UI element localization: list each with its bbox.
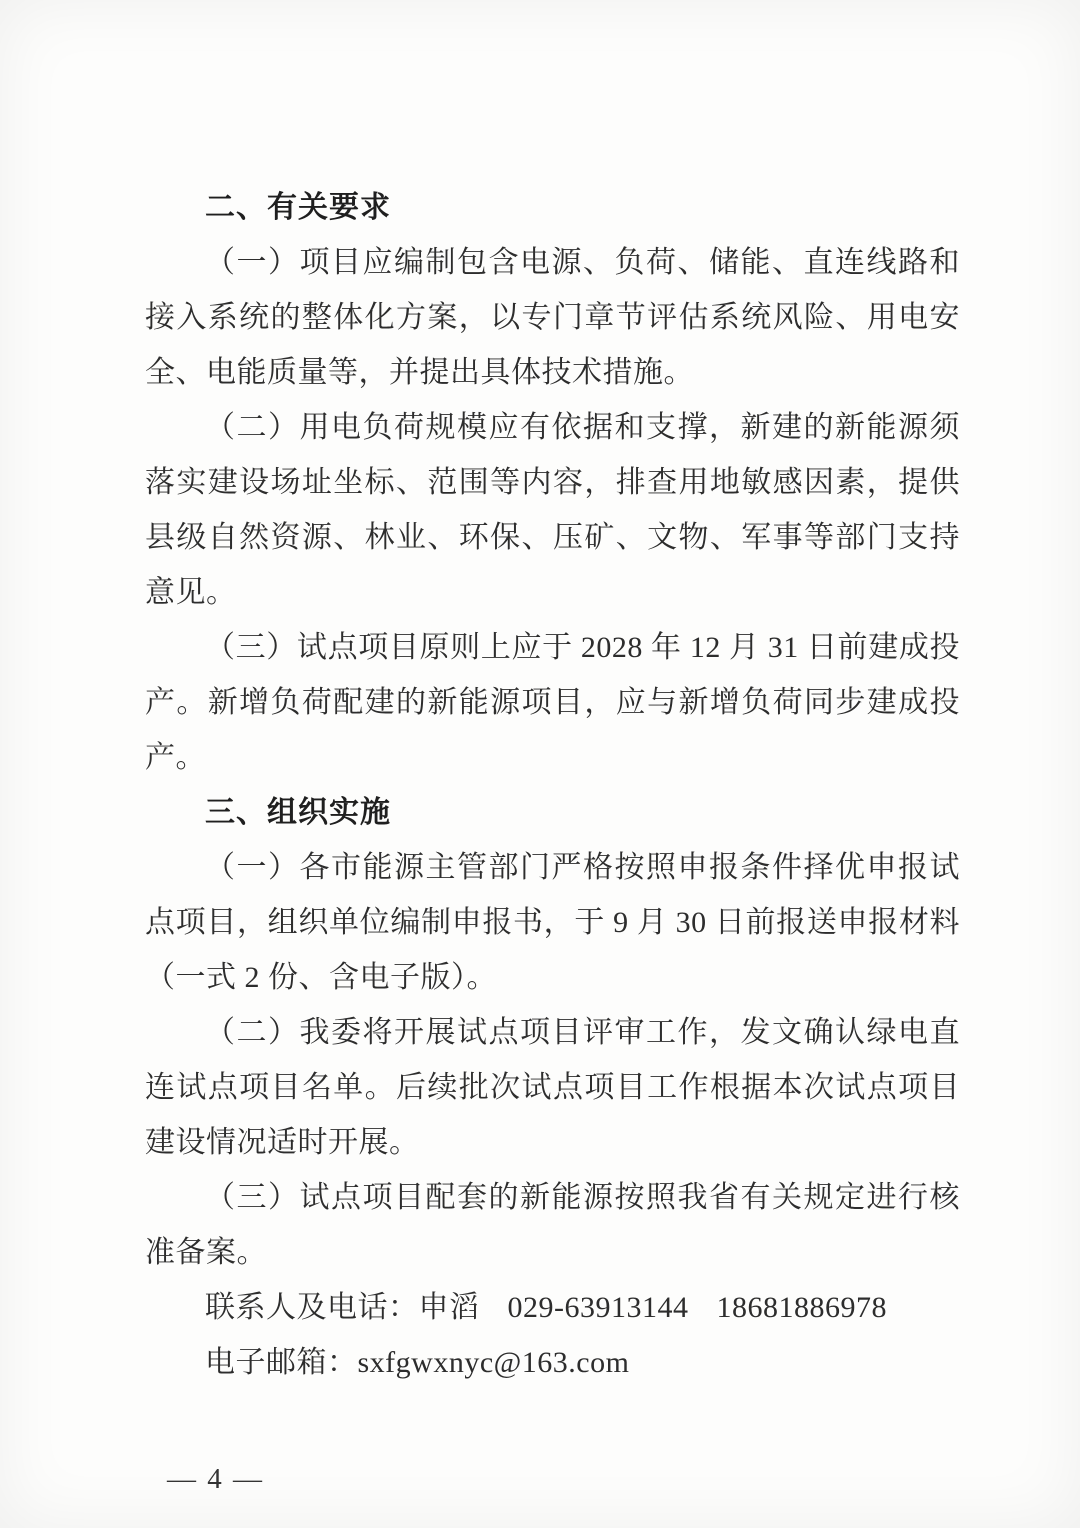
page-number: — 4 — [167,1463,264,1495]
email-label: 电子邮箱： [205,1346,358,1379]
contact-label: 联系人及电话： [205,1291,419,1324]
email-address: sxfgwxnyc@163.com [357,1346,630,1379]
paragraph-implementation-1: （一）各市能源主管部门严格按照申报条件择优申报试点项目，组织单位编制申报书，于 9 月 30 日前报送申报材料（一式 2 份、含电子版）。 [145,851,960,994]
section-heading-requirements: 二、有关要求 [205,191,391,224]
paragraph-implementation-2: （二）我委将开展试点项目评审工作，发文确认绿电直连试点项目名单。后续批次试点项目工作根据本次试点项目建设情况适时开展。 [145,1016,960,1159]
section-heading-implementation: 三、组织实施 [205,796,391,829]
contact-phone-office: 029-63913144 [507,1291,689,1324]
contact-phone-mobile: 18681886978 [716,1291,887,1324]
paragraph-requirements-1: （一）项目应编制包含电源、负荷、储能、直连线路和接入系统的整体化方案，以专门章节评估系统风险、用电安全、电能质量等，并提出具体技术措施。 [145,246,960,389]
email-line [145,1335,960,1390]
contact-name: 申滔 [418,1291,480,1324]
paragraph-implementation-3: （三）试点项目配套的新能源按照我省有关规定进行核准备案。 [145,1181,960,1269]
document-content [145,180,960,1502]
contact-line [145,1280,960,1335]
paragraph-requirements-3: （三）试点项目原则上应于 2028 年 12 月 31 日前建成投产。新增负荷配建的新能源项目，应与新增负荷同步建成投产。 [145,631,960,774]
paragraph-requirements-2: （二）用电负荷规模应有依据和支撑，新建的新能源须落实建设场址坐标、范围等内容，排查用地敏感因素，提供县级自然资源、林业、环保、压矿、文物、军事等部门支持意见。 [145,411,960,609]
